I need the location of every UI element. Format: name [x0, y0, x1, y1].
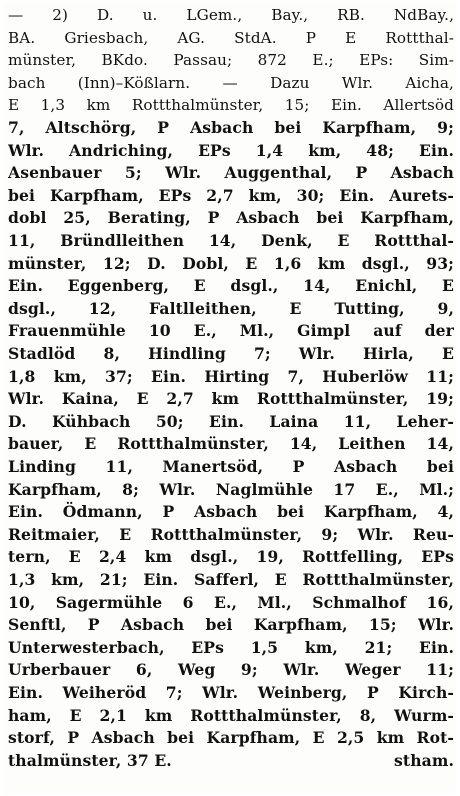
entry-line-4: bach (Inn)–Kößlarn. — Dazu Wlr. Aicha, [8, 73, 454, 92]
entry-line-15: Frauenmühle 10 E., Ml., Gimpl auf der [8, 321, 454, 341]
entry-line-9: bei Karpfham, EPs 2,7 km, 30; Ein. Aurets- [8, 185, 454, 205]
entry-line-23: Ein. Ödmann, P Asbach bei Karpfham, 4, [8, 502, 454, 522]
entry-line-19: D. Kühbach 50; Ein. Laina 11, Leher- [8, 411, 454, 431]
entry-line-6: 7, Altschörg, P Asbach bei Karpfham, 9; [8, 118, 454, 137]
entry-line-21: Linding 11, Manertsöd, P Asbach bei [8, 457, 454, 476]
entry-line-25: tern, E 2,4 km dsgl., 19, Rottfelling, EPs [8, 547, 454, 567]
entry-line-18: Wlr. Kaina, E 2,7 km Rottthalmünster, 19; [8, 389, 454, 409]
entry-line-32: ham, E 2,1 km Rottthalmünster, 8, Wurm- [8, 705, 454, 725]
entry-line-33: storf, P Asbach bei Karpfham, E 2,5 km Rot- [8, 728, 454, 748]
entry-line-20: bauer, E Rottthalmünster, 14, Leithen 14, [8, 434, 454, 454]
entry-line-8: Asenbauer 5; Wlr. Auggenthal, P Asbach [8, 163, 454, 183]
entry-line-2: BA. Griesbach, AG. StdA. P E Rottthal- [8, 28, 454, 47]
entry-line-27: 10, Sagermühle 6 E., Ml., Schmalhof 16, [8, 592, 454, 612]
entry-line-3: münster, BKdo. Passau; 872 E.; EPs: Sim- [8, 51, 454, 70]
entry-line-16: Stadlöd 8, Hindling 7; Wlr. Hirla, E [8, 344, 454, 363]
entry-line-26: 1,3 km, 21; Ein. Safferl, E Rottthalmünster, [8, 570, 454, 589]
entry-line-34-tail: stham. [394, 750, 454, 770]
entry-line-14: dsgl., 12, Faltlleithen, E Tutting, 9, [8, 298, 454, 318]
entry-line-31: Ein. Weiheröd 7; Wlr. Weinberg, P Kirch- [8, 683, 454, 702]
entry-line-28: Senftl, P Asbach bei Karpfham, 15; Wlr. [8, 615, 454, 635]
entry-line-34 [8, 750, 454, 773]
entry-line-30: Urberbauer 6, Weg 9; Wlr. Weger 11; [8, 660, 454, 680]
entry-line-1: — 2) D. u. LGem., Bay., RB. NdBay., [8, 6, 454, 24]
entry-line-24: Reitmaier, E Rottthalmünster, 9; Wlr. Reu- [8, 524, 454, 544]
entry-line-13: Ein. Eggenberg, E dsgl., 14, Enichl, E [8, 276, 454, 296]
entry-line-22: Karpfham, 8; Wlr. Naglmühle 17 E., Ml.; [8, 479, 454, 499]
entry-line-11: 11, Bründlleithen 14, Denk, E Rottthal- [8, 231, 454, 250]
entry-line-10: dobl 25, Berating, P Asbach bei Karpfham, [8, 208, 454, 228]
entry-line-34-text: thalmünster, 37 E. [8, 750, 172, 770]
entry-line-5: E 1,3 km Rottthalmünster, 15; Ein. Allertsöd [8, 96, 454, 115]
entry-line-17: 1,8 km, 37; Ein. Hirting 7, Huberlöw 11; [8, 366, 454, 386]
entry-line-7: Wlr. Andriching, EPs 1,4 km, 48; Ein. [8, 140, 454, 160]
dictionary-page [4, 2, 456, 794]
entry-line-12: münster, 12; D. Dobl, E 1,6 km dsgl., 93; [8, 253, 454, 273]
entry-line-29: Unterwesterbach, EPs 1,5 km, 21; Ein. [8, 637, 454, 657]
